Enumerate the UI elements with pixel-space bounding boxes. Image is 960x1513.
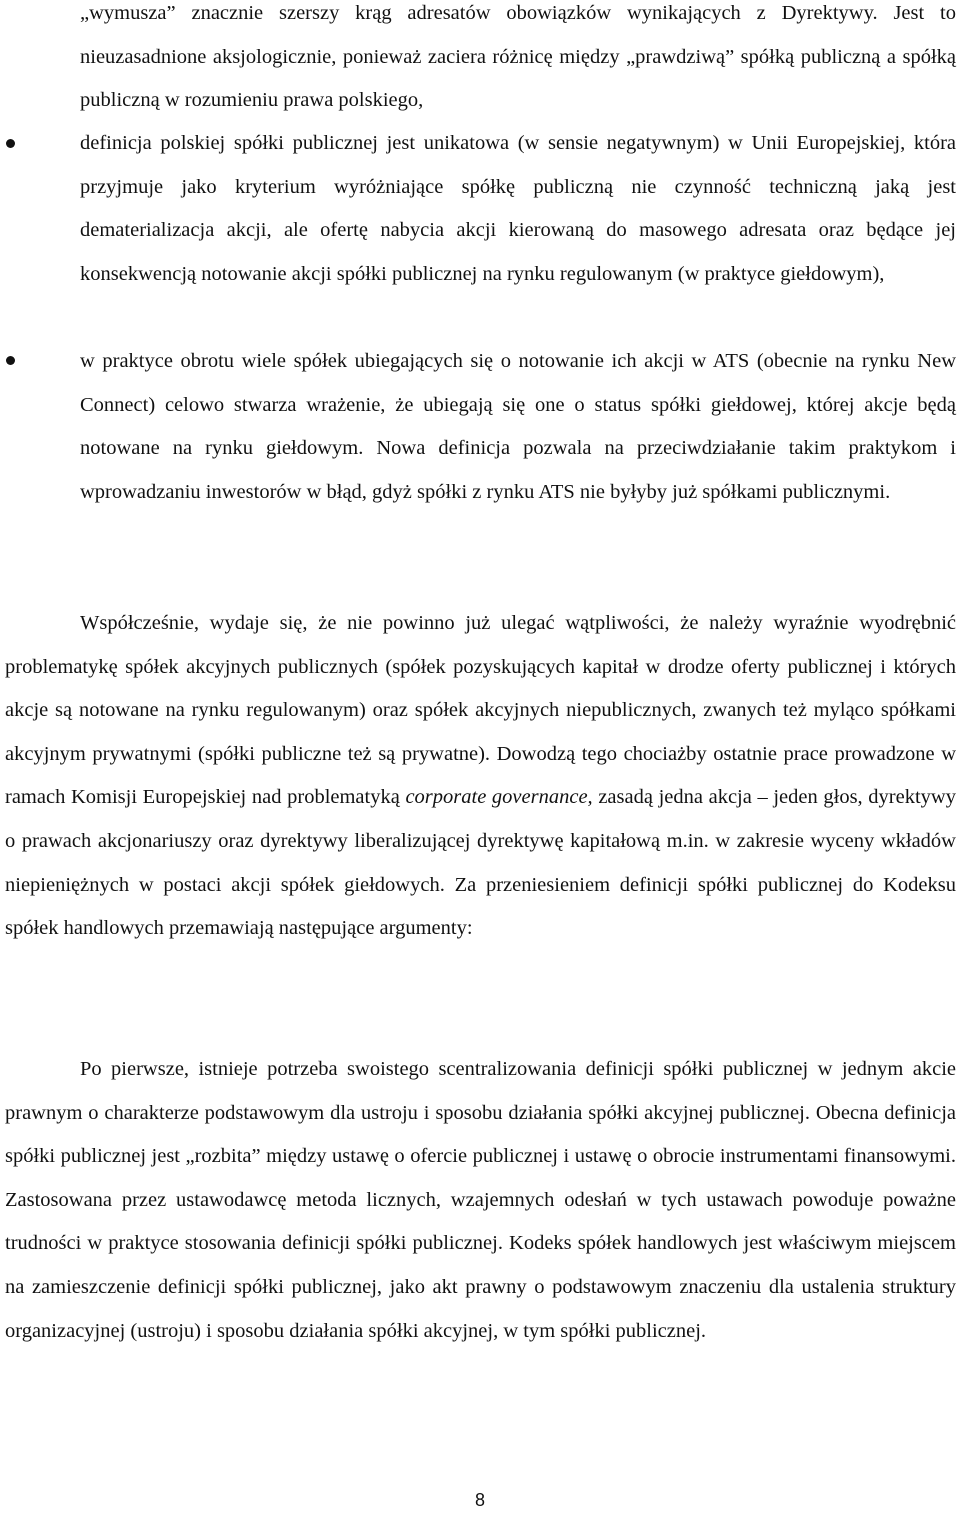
list-item-text: „wymusza” znacznie szerszy krąg adresatów obowiązków wynikających z Dyrektywy. Jest to nieuzasadnione aksjologicznie, ponieważ zaciera różnicę między „prawdziwą” spółką publiczną a spółką publiczną w rozumieniu prawa polskiego,	[80, 2, 956, 112]
page-number: 8	[474, 1490, 485, 1510]
paragraph-text: Współcześnie, wydaje się, że nie powinno już ulegać wątpliwości, że należy wyraźnie wyodrębnić problematykę spółek akcyjnych publicznych (spółek pozyskujących kapitał w drodze oferty publicznej i których akcje są notowane na rynku regulowanym) oraz spółek akcyjnych niepublicznych, zwanych też myląco spółkami akcyjnym prywatnymi (spółki publiczne też są prywatne). Dowodzą tego chociażby ostatnie prace prowadzone w ramach Komisji Europejskiej nad problematyką	[5, 612, 956, 809]
body-paragraph	[5, 602, 956, 951]
italic-term: corporate governance,	[405, 786, 593, 809]
list-item-text: w praktyce obrotu wiele spółek ubiegających się o notowanie ich akcji w ATS (obecnie na rynku New Connect) celowo stwarza wrażenie, że ubiegają się one o status spółki giełdowej, której akcje będą notowane na rynku giełdowym. Nowa definicja pozwala na przeciwdziałanie takim praktykom i wprowadzaniu inwestorów w błąd, gdyż spółki z rynku ATS nie byłyby już spółkami publicznymi.	[80, 350, 956, 503]
list-item-text: definicja polskiej spółki publicznej jest unikatowa (w sensie negatywnym) w Unii Europejskiej, która przyjmuje jako kryterium wyróżniające spółkę publiczną nie czynność techniczną jaką jest dematerializacja akcji, ale ofertę nabycia akcji kierowaną do masowego adresata oraz będące jej konsekwencją notowanie akcji spółki publicznej na rynku regulowanym (w praktyce giełdowym),	[80, 132, 956, 285]
bullet-icon	[6, 139, 15, 148]
bullet-icon	[6, 356, 15, 365]
paragraph-text: zasadą jedna akcja – jeden głos, dyrektywy o prawach akcjonariuszy oraz dyrektywy liberalizującej dyrektywę kapitałową m.in. w zakresie wyceny wkładów niepieniężnych w postaci akcji spółek giełdowych. Za przeniesieniem definicji spółki publicznej do Kodeksu spółek handlowych przemawiają następujące argumenty:	[5, 786, 956, 940]
body-paragraph: Po pierwsze, istnieje potrzeba swoistego scentralizowania definicji spółki publicznej w jednym akcie prawnym o charakterze podstawowym dla ustroju i sposobu działania spółki akcyjnej publicznej. Obecna definicja spółki publicznej jest „rozbita” między ustawę o ofercie publicznej i ustawę o obrocie instrumentami finansowymi. Zastosowana przez ustawodawcę metoda licznych, wzajemnych odesłań w tych ustawach powoduje poważne trudności w praktyce stosowania definicji spółki publicznej. Kodeks spółek handlowych jest właściwym miejscem na zamieszczenie definicji spółki publicznej, jako akt prawny o podstawowym znaczeniu dla ustalenia struktury organizacyjnej (ustroju) i sposobu działania spółki akcyjnej, w tym spółki publicznej.	[5, 1058, 956, 1342]
